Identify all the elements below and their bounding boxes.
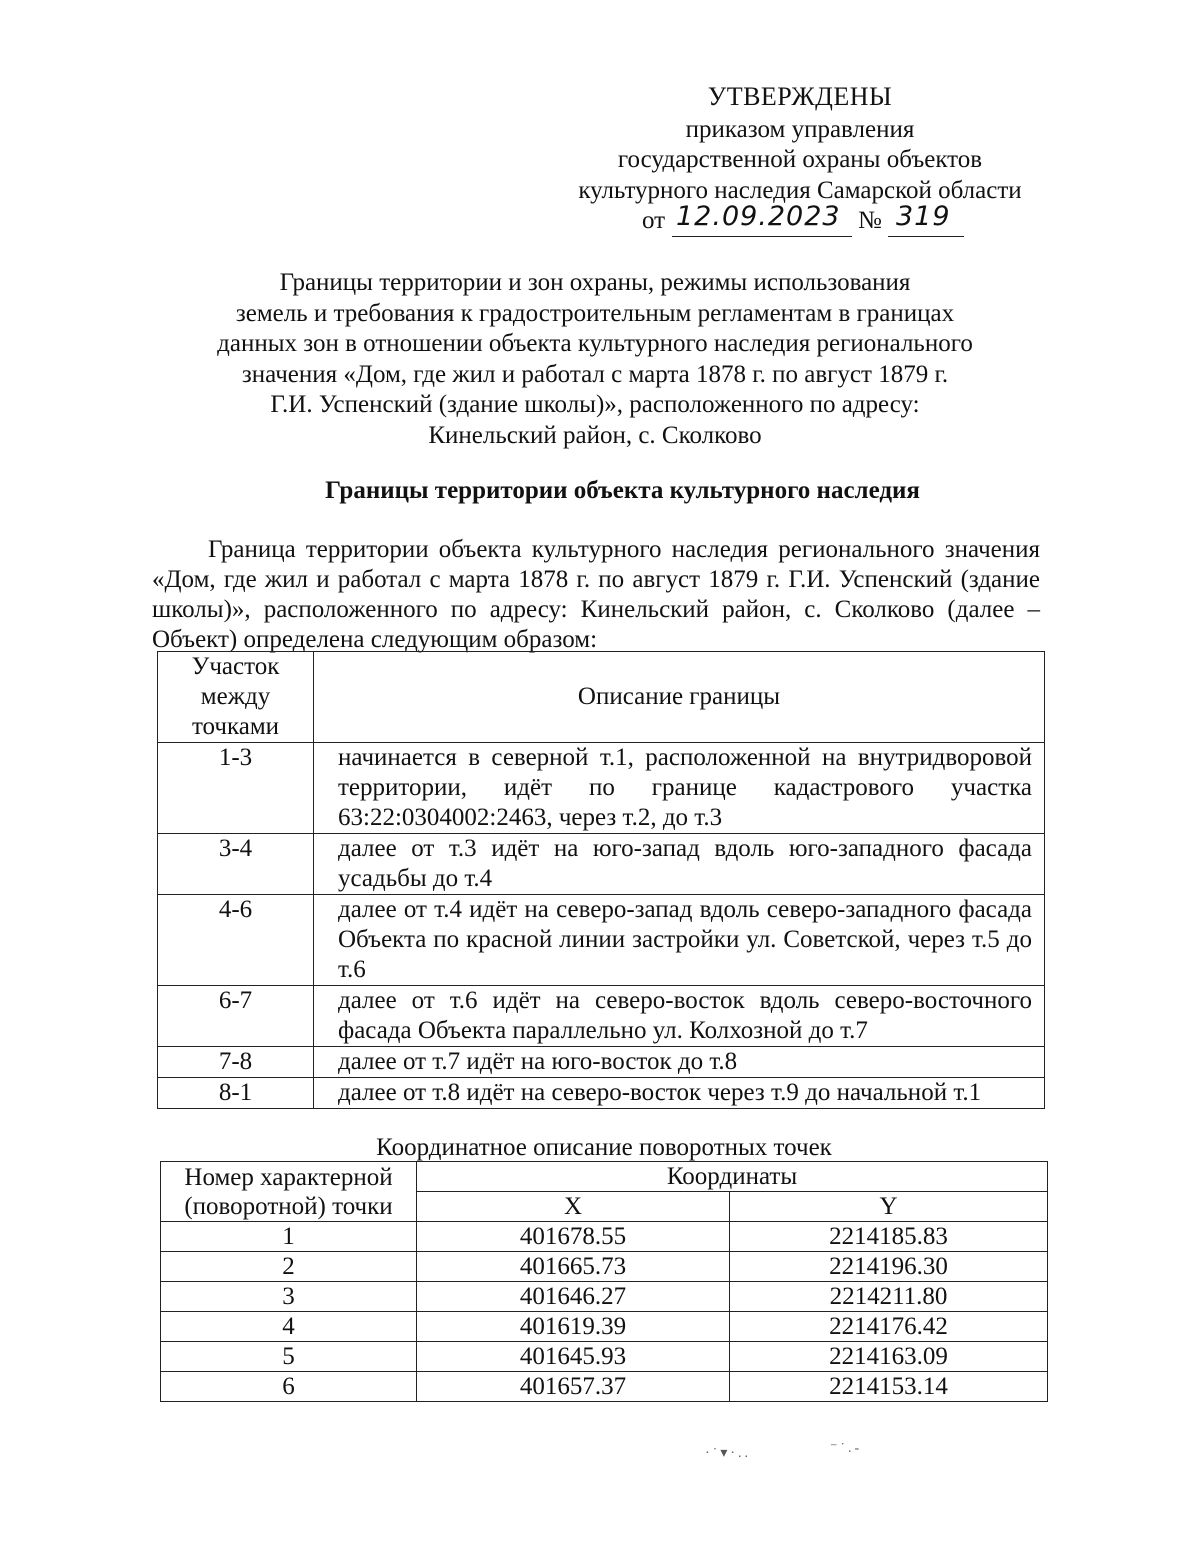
coords-caption: Координатное описание поворотных точек: [376, 1134, 832, 1161]
segment-cell: 3-4: [158, 834, 314, 895]
table-row: [158, 1078, 1045, 1109]
order-date-number-line: [520, 201, 1080, 238]
x-cell: 401646.27: [417, 1282, 730, 1312]
header-coords: Координаты: [417, 1162, 1048, 1192]
point-cell: 4: [161, 1312, 417, 1342]
date-underline: [672, 236, 852, 237]
order-date-handwritten: 12.09.2023: [676, 201, 841, 232]
header-x: X: [417, 1192, 730, 1222]
table-row: [161, 1222, 1048, 1252]
description-cell: далее от т.3 идёт на юго-запад вдоль юго-западного фасада усадьбы до т.4: [314, 834, 1045, 895]
table-row: [158, 895, 1045, 986]
boundary-table-header: [158, 652, 1045, 743]
boundary-table: [157, 651, 1045, 1109]
x-cell: 401645.93: [417, 1342, 730, 1372]
approval-line-2: государственной охраны объектов: [617, 146, 983, 173]
boundary-paragraph-text: Граница территории объекта культурного наследия регионального значения «Дом, где жил и работал с марта 1878 г. по август 1879 г. Г.И. Успенский (здание школы)», расположенного по адресу: Кинельский район, с. Сколково (далее – Объект) определена следующим образом:: [152, 536, 1040, 653]
document-title-line-6: Кинельский район, с. Сколково: [428, 421, 762, 449]
header-y: Y: [730, 1192, 1048, 1222]
description-cell: далее от т.7 идёт на юго-восток до т.8: [314, 1047, 1045, 1078]
point-cell: 5: [161, 1342, 417, 1372]
description-cell: далее от т.6 идёт на северо-восток вдоль северо-восточного фасада Объекта параллельно ул. Колхозной до т.7: [314, 986, 1045, 1047]
order-number-handwritten: 319: [896, 201, 951, 232]
description-cell: далее от т.4 идёт на северо-запад вдоль северо-западного фасада Объекта по красной линии застройки ул. Советской, через т.5 до т.6: [314, 895, 1045, 986]
description-cell: далее от т.8 идёт на северо-восток через т.9 до начальной т.1: [314, 1078, 1045, 1109]
x-cell: 401657.37: [417, 1372, 730, 1402]
approval-line-1: приказом управления: [685, 115, 915, 143]
table-row: [161, 1252, 1048, 1282]
scan-smudge: ⁻˙.‐: [830, 1441, 863, 1456]
segment-cell: 8-1: [158, 1078, 314, 1109]
approval-block: [520, 82, 1080, 238]
number-underline: [888, 236, 964, 237]
x-cell: 401665.73: [417, 1252, 730, 1282]
table-row: [158, 986, 1045, 1047]
document-title-line-4: значения «Дом, где жил и работал с марта 1878 г. по август 1879 г.: [241, 360, 949, 388]
point-cell: 1: [161, 1222, 417, 1252]
document-title: [150, 268, 1040, 451]
x-cell: 401678.55: [417, 1222, 730, 1252]
coords-table: [160, 1161, 1048, 1402]
x-cell: 401619.39: [417, 1312, 730, 1342]
header-segment: Участок между точками: [158, 652, 314, 743]
table-row: [158, 743, 1045, 834]
segment-cell: 6-7: [158, 986, 314, 1047]
document-title-line-3: данных зон в отношении объекта культурного наследия регионального: [217, 330, 973, 357]
header-point-line-2: (поворотной) точки: [184, 1192, 393, 1220]
point-cell: 3: [161, 1282, 417, 1312]
y-cell: 2214153.14: [730, 1372, 1048, 1402]
segment-cell: 1-3: [158, 743, 314, 834]
date-prefix: от: [642, 207, 666, 234]
table-row: [158, 834, 1045, 895]
table-row: [161, 1282, 1048, 1312]
document-title-line-5: Г.И. Успенский (здание школы)», расположенного по адресу:: [270, 391, 920, 418]
y-cell: 2214176.42: [730, 1312, 1048, 1342]
number-prefix: №: [858, 207, 882, 234]
y-cell: 2214211.80: [730, 1282, 1048, 1312]
table-row: [158, 1047, 1045, 1078]
header-description: Описание границы: [314, 652, 1045, 743]
document-title-line-2: земель и требования к градостроительным регламентам в границах: [235, 299, 955, 327]
section-heading: Границы территории объекта культурного наследия: [325, 477, 920, 504]
point-cell: 2: [161, 1252, 417, 1282]
y-cell: 2214185.83: [730, 1222, 1048, 1252]
scan-smudge: ·˙▾·..: [705, 1446, 752, 1461]
document-title-line-1: Границы территории и зон охраны, режимы использования: [279, 269, 911, 296]
header-point: [161, 1162, 417, 1222]
coords-header-row-1: [161, 1162, 1048, 1192]
table-row: [161, 1342, 1048, 1372]
segment-cell: 7-8: [158, 1047, 314, 1078]
description-cell: начинается в северной т.1, расположенной на внутридворовой территории, идёт по границе кадастрового участка 63:22:0304002:2463, через т.2, до т.3: [314, 743, 1045, 834]
boundary-paragraph: [152, 535, 1040, 655]
y-cell: 2214196.30: [730, 1252, 1048, 1282]
table-row: [161, 1312, 1048, 1342]
table-row: [161, 1372, 1048, 1402]
segment-cell: 4-6: [158, 895, 314, 986]
y-cell: 2214163.09: [730, 1342, 1048, 1372]
approval-line-3: культурного наследия Самарской области: [578, 176, 1022, 204]
approval-title: УТВЕРЖДЕНЫ: [707, 82, 893, 111]
header-point-line-1: Номер характерной: [184, 1163, 393, 1191]
point-cell: 6: [161, 1372, 417, 1402]
